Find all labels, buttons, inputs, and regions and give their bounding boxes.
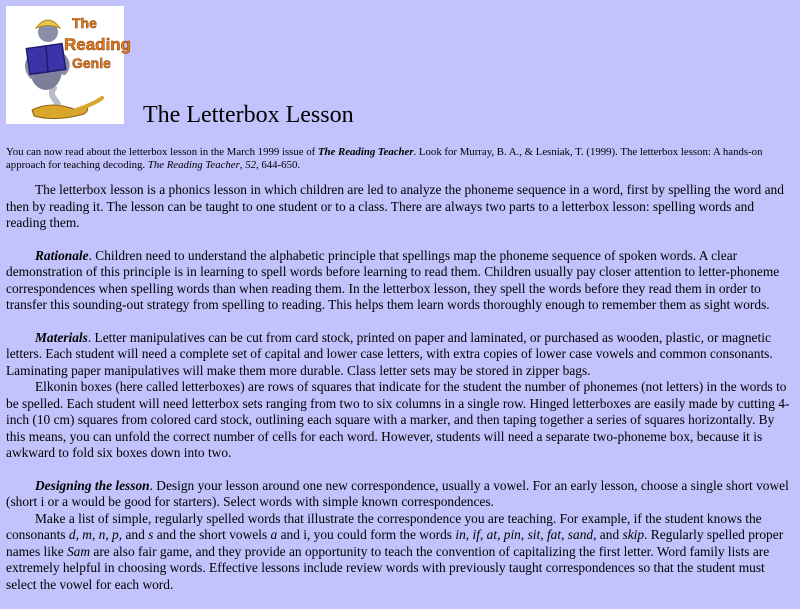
word-list-sep: , (479, 527, 487, 542)
overview-paragraph: The letterbox lesson is a phonics lesson in which children are led to analyze the phoneme sequence in a word, first by spelling the word and then by reading it. The lesson can be taught to one student or to a class. There are always two parts to a letterbox lesson: spelling words and reading them. (6, 182, 784, 230)
example-word: sand (567, 527, 594, 542)
rationale-text: . Children need to understand the alphabetic principle that spellings map the phoneme sequence of spoken words. A clear demonstration of this principle is in learning to spell words before learning to read them. Children usually pay closer attention to letter-phoneme correspondences when spelling words than when reading them. In the letterbox lesson, they spell the words before they read them in order to transfer this sounding-out strategy from spelling to reading. This helps them learn words thoroughly enough to remember them as sight words. (6, 247, 780, 312)
page-title: The Letterbox Lesson (143, 102, 354, 128)
word-list-sep: , (520, 527, 528, 542)
word-list-paragraph (6, 511, 794, 594)
svg-text:Genie: Genie (72, 55, 111, 71)
materials-paragraph (6, 330, 794, 380)
consonant-example: s (148, 527, 154, 542)
intro-citation (6, 146, 794, 172)
word-list-text: and i, you could form the words (277, 527, 456, 542)
vowel-example: a (270, 527, 278, 542)
reading-genie-logo[interactable] (6, 6, 132, 124)
designing-paragraph (6, 478, 794, 511)
journal-name: The Reading Teacher (317, 146, 414, 158)
citation-sep: , (239, 159, 246, 171)
intro-mid: . Look for Murray, B. A., & Lesniak, T. (1999). The letterbox lesson: A hands-on approach for teaching decoding. (6, 146, 763, 171)
consonant-example: n (98, 527, 106, 542)
materials-heading: Materials (35, 329, 88, 345)
example-word: skip (622, 527, 645, 542)
example-proper-name: Sam (66, 543, 91, 559)
word-list-sep: , and (593, 527, 623, 542)
elkonin-paragraph: Elkonin boxes (here called letterboxes) are rows of squares that indicate for the student the number of phonemes (not letters) in the words to be spelled. Each student will need letterbox sets ranging from two to six columns in a single row. Hinged letterboxes are easily made by cutting 4-inch (10 cm) squares from colored card stock, outlining each square with a marker, and then taping together a series of squares horizontally. By this means, you can unfold the correct number of cells for each word. However, students will need a separate two-phoneme box, because it is awkward to fold six boxes down into two. (6, 379, 790, 460)
word-list-sep: , (91, 527, 99, 542)
example-word: at (486, 527, 498, 542)
citation-volume: 52 (245, 159, 256, 171)
word-list-sep: , (75, 527, 83, 542)
word-list-text: Make a list of simple, regularly spelled words that illustrate the correspondence you are teaching. For example, if the student knows the consonants (6, 510, 762, 542)
word-list-text: . Regularly spelled proper names like (6, 527, 784, 559)
lesson-body (6, 182, 794, 609)
svg-text:The: The (72, 15, 97, 31)
example-word: sit (527, 527, 541, 542)
citation-pages: , 644-650. (255, 159, 301, 171)
example-word: pin (503, 527, 521, 542)
materials-text: . Letter manipulatives can be cut from card stock, printed on paper and laminated, or purchased as wooden, plastic, or magnetic letters. Each student will need a complete set of capital and lower case letters, with extra copies of lower case vowels and common consonants. Laminating paper manipulatives will make them more durable. Class letter sets may be stored in zipper bags. (6, 329, 773, 378)
genie-illustration (6, 6, 132, 124)
example-word: if (472, 527, 480, 542)
svg-text:Reading: Reading (64, 35, 132, 54)
designing-text: . Design your lesson around one new correspondence, usually a vowel. For an early lesson, choose a single short vowel (short i or a would be good for starters). Select words with simple known correspondences. (6, 477, 789, 509)
example-word: in (455, 527, 466, 542)
citation-journal: The Reading Teacher (147, 159, 240, 171)
word-list-text: and the short vowels (153, 527, 271, 542)
word-list-sep: , and (118, 527, 149, 542)
designing-heading: Designing the lesson (35, 477, 150, 493)
word-list-sep: , (497, 527, 504, 542)
word-list-sep: , (561, 527, 568, 542)
consonant-example: d (68, 527, 76, 542)
word-list-text: are also fair game, and they provide an opportunity to teach the convention of capitalizing the first letter. Word family lists are extremely helpful in choosing words. Effective lessons include review words with previously taught correspondences so that the student must select the vowel for each word. (6, 543, 770, 592)
word-list-sep: , (540, 527, 547, 542)
word-list-sep: , (105, 527, 113, 542)
rationale-paragraph (6, 248, 794, 314)
consonant-example: p (112, 527, 119, 542)
example-word: fat (546, 527, 562, 542)
word-list-sep: , (465, 527, 473, 542)
intro-lead: You can now read about the letterbox lesson in the March 1999 issue of (6, 146, 318, 158)
consonant-example: m (82, 527, 92, 542)
rationale-heading: Rationale (35, 247, 89, 263)
